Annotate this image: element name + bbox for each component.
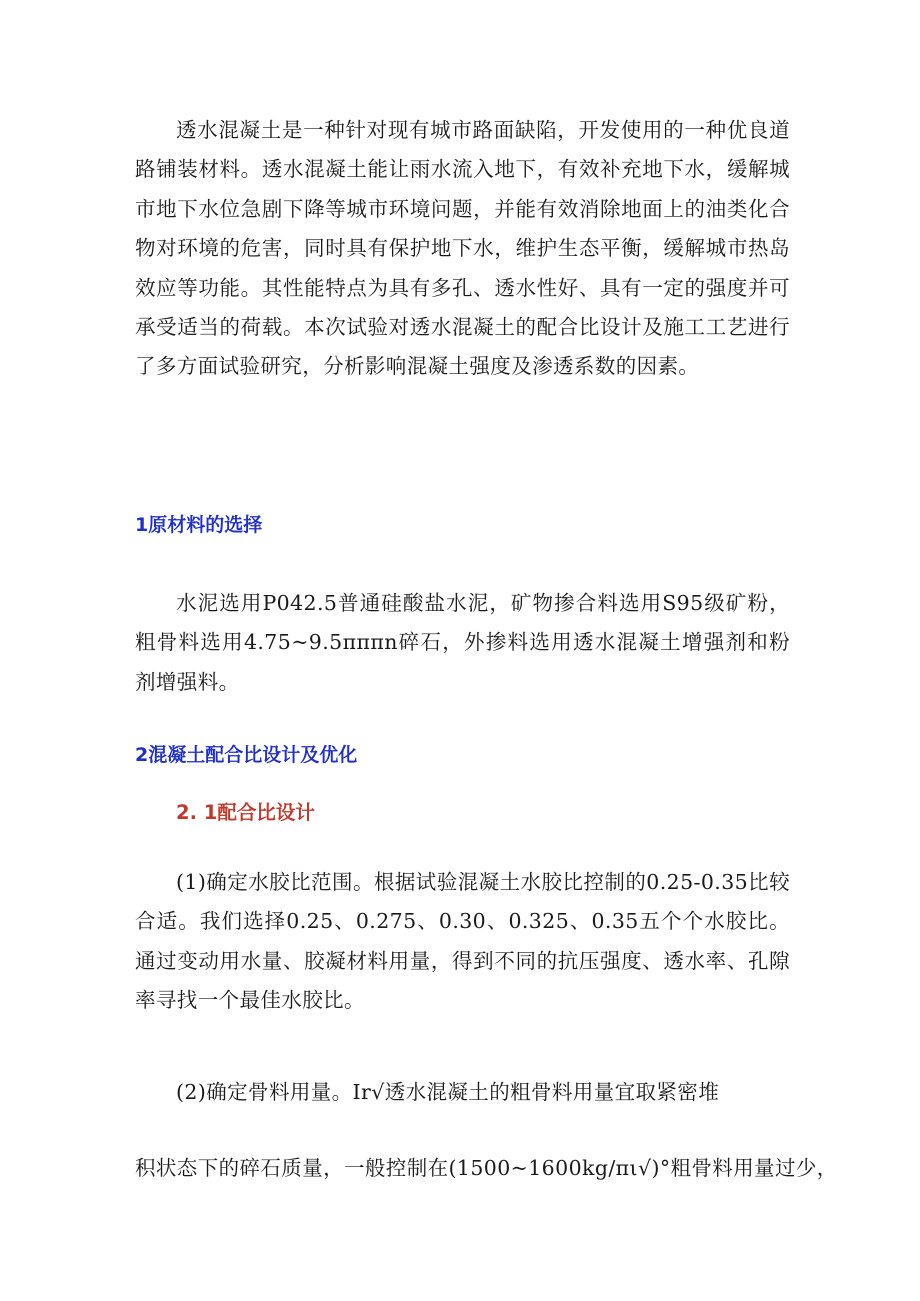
section-heading-raw-materials: 1原材料的选择 <box>135 514 263 536</box>
aggregate-amount-line-1: (2)确定骨料用量。Ir√透水混凝土的粗骨料用量宜取紧密堆 <box>176 1080 720 1104</box>
raw-materials-paragraph: 水泥选用P042.5普通硅酸盐水泥，矿物掺合料选用S95级矿粉，粗骨料选用4.75~9.5πππn碎石，外掺料选用透水混凝土增强剂和粉剂增强料。 <box>135 591 790 694</box>
water-binder-ratio-paragraph: (1)确定水胶比范围。根据试验混凝土水胶比控制的0.25-0.35比较合适。我们选择0.25、0.275、0.30、0.325、0.35五个个水胶比。通过变动用水量、胶凝材料用量，得到不同的抗压强度、透水率、孔隙率寻找一个最佳水胶比。 <box>135 870 790 1013</box>
section-heading-mix-design: 2混凝土配合比设计及优化 <box>135 744 358 766</box>
subsection-heading-mix-ratio: 2. 1配合比设计 <box>176 801 315 824</box>
aggregate-amount-line-2: 积状态下的碎石质量，一般控制在(1500~1600kg∕πι√)°粗骨料用量过少， <box>135 1156 838 1180</box>
intro-paragraph: 透水混凝土是一种针对现有城市路面缺陷，开发使用的一种优良道路铺装材料。透水混凝土能让雨水流入地下，有效补充地下水，缓解城市地下水位急剧下降等城市环境问题，并能有效消除地面上的油类化合物对环境的危害，同时具有保护地下水，维护生态平衡，缓解城市热岛效应等功能。其性能特点为具有多孔、透水性好、具有一定的强度并可承受适当的荷载。本次试验对透水混凝土的配合比设计及施工工艺进行了多方面试验研究，分析影响混凝土强度及渗透系数的因素。 <box>135 118 790 379</box>
